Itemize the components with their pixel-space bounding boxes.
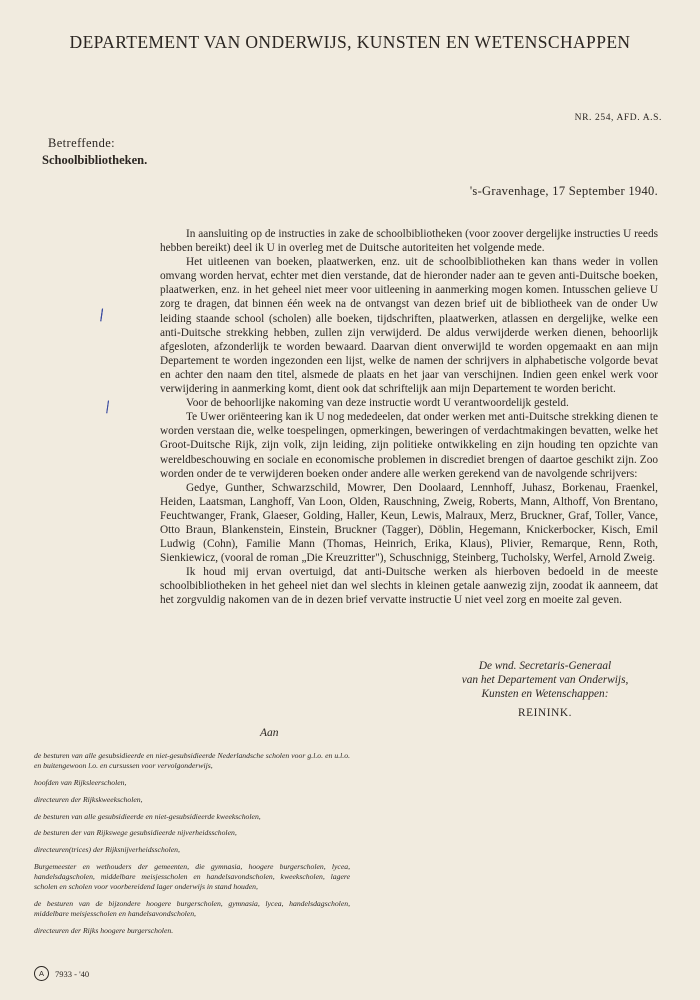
reference-number: NR. 254, AFD. A.S.: [574, 113, 662, 123]
recipient: Burgemeester en wethouders der gemeenten, die gymnasia, hoogere burgerscholen, lycea, handelsdagscholen, middelbare meisjesscholen en handelsavondscholen, kweekscholen, lagere scholen en scholen voor voorbereidend lager onderwijs in stand houden,: [34, 861, 350, 892]
recipient: hoofden van Rijksleerscholen,: [34, 778, 127, 787]
signature-block: [430, 659, 660, 720]
print-footer: [34, 966, 89, 981]
printer-mark-icon: A: [34, 966, 49, 981]
letter-body: [160, 227, 658, 608]
recipient: directeuren der Rijkskweekscholen,: [34, 794, 143, 804]
signature-line: van het Departement van Onderwijs,: [461, 674, 629, 687]
paragraph: Voor de behoorlijke nakoming van deze instructie wordt U verantwoordelijk gesteld.: [186, 397, 569, 410]
recipient: de besturen van alle gesubsidieerde en niet-gesubsidieerde Nederlandsche scholen voor g.l.o. en u.l.o. en buitengewoon l.o. en cursussen voor vervolgonderwijs,: [34, 751, 350, 771]
signatory-name: REININK.: [517, 706, 573, 719]
margin-pencil-mark: |||: [99, 307, 102, 322]
author-list: Gedye, Gunther, Schwarzschild, Mowrer, Den Doolaard, Lennhoff, Juhasz, Borkenau, Fraenkel, Heiden, Laatsman, Langhoff, Van Loon, Olden, Rauschning, Zweig, Roberts, Mann, Althoff, Von Brentano, Feuchtwanger, Frank, Glaeser, Golding, Haller, Keun, Lewis, Malraux, Merz, Bruckner, Graf, Toller, Vance, Otto Braun, Blankenstein, Einstein, Bruckner (Tagger), Döblin, Hegemann, Knickerbocker, Kisch, Emil Ludwig (Cohn), Familie Mann (Thomas, Heinrich, Erika, Klaus), Plivier, Remarque, Renn, Roth, Sienkiewicz, (vooral de roman „Die Kreuzritter"), Schuschnigg, Steinberg, Tucholsky, Werfel, Arnold Zweig.: [160, 481, 658, 565]
print-code: 7933 - '40: [55, 968, 90, 979]
paragraph: Te Uwer oriënteering kan ik U nog mededeelen, dat onder werken met anti-Duitsche strekking dienen te worden verstaan die, welke toespelingen, opmerkingen, beweringen of verdachtmakingen bevatten, welke het Groot-Duitsche Rijk, zijn volk, zijn leiding, zijn politieke ontwikkeling en zijn houding ten opzichte van wereldbeschouwing en sociale en economische problemen in discrediet brengen of daartoe geschikt zijn. Zoo worden onder de te verwijderen boeken onder andere alle werken gerekend van de navolgende schrijvers:: [160, 411, 658, 480]
subject-label: Betreffende:: [48, 136, 116, 150]
letterhead: DEPARTEMENT VAN ONDERWIJS, KUNSTEN EN WETENSCHAPPEN: [69, 32, 631, 52]
paragraph: Het uitleenen van boeken, plaatwerken, enz. uit de schoolbibliotheken kan thans weder in vollen omvang worden hervat, echter met dien verstande, dat de hieronder nader aan te geven anti-Duitsche boeken, plaatwerken, enz. in het geheel niet meer voor uitleening in aanmerking mogen komen. Intusschen gelieve U zorg te dragen, dat binnen één week na de ontvangst van dezen brief uit de bibliotheek van de onder Uw leiding staande school (scholen) alle boeken, tijdschriften, plaatwerken, atlassen en dergelijke, welke een anti-Duitsche strekking hebben, zullen zijn verwijderd. De aldus verwijderde werken dienen, behoorlijk afgesloten, afzonderlijk te worden bewaard. Daarvan dient onverwijld te worden opgemaakt en aan mijn Departement te worden ingezonden een lijst, welke de namen der schrijvers in alphabetische volgorde bevat en achter den naam den titel, alsmede de plaats en het jaar van verschijnen. Indien geen enkel werk voor verwijdering in aanmerking komt, dient ook dat schriftelijk aan mijn Departement te worden bericht.: [160, 256, 658, 396]
recipient: directeuren(trices) der Rijksnijverheidsscholen,: [34, 845, 180, 855]
recipient: de besturen van alle gesubsidieerde en niet-gesubsidieerde kweekscholen,: [34, 811, 261, 821]
addressee-heading: Aan: [260, 727, 279, 739]
place-date: 's-Gravenhage, 17 September 1940.: [469, 184, 658, 198]
paragraph: In aansluiting op de instructies in zake de schoolbibliotheken (voor zoover dergelijke instructies U reeds hebben bereikt) deel ik U in overleg met de Duitsche autoriteiten het volgende mede.: [160, 228, 658, 255]
paragraph: Ik houd mij ervan overtuigd, dat anti-Duitsche werken als hierboven bedoeld in de meeste schoolbibliotheken in het geheel niet dan wel slechts in kleinen getale aanwezig zijn, zoodat ik aanneem, dat het zorgvuldig nakomen van de in dezen brief vervatte instructie U niet veel zorg en moeite zal geven.: [160, 566, 658, 607]
signature-line: Kunsten en Wetenschappen:: [481, 688, 609, 701]
margin-pencil-mark: ||: [105, 399, 108, 414]
recipient: directeuren der Rijks hoogere burgerscholen.: [34, 926, 174, 936]
recipient: de besturen van de bijzondere hoogere burgerscholen, gymnasia, lycea, handelsdagscholen, middelbare meisjesscholen en handelsavondscholen,: [34, 899, 350, 919]
signature-line: De wnd. Secretaris-Generaal: [478, 660, 612, 672]
recipient: de besturen der van Rijkswege gesubsidieerde nijverheidsscholen,: [34, 828, 237, 838]
subject-value: Schoolbibliotheken.: [42, 153, 148, 167]
recipients-list: [34, 751, 350, 943]
